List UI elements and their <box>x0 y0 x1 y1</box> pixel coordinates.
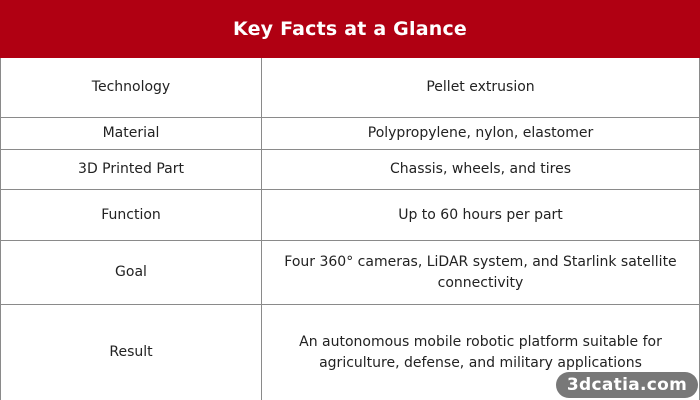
row-value: Chassis, wheels, and tires <box>389 161 572 177</box>
row-label: Function <box>1 190 262 240</box>
table-title: Key Facts at a Glance <box>233 18 467 40</box>
row-label: Material <box>1 118 262 149</box>
table-row-technology <box>1 58 699 118</box>
watermark <box>556 372 698 398</box>
table-row-goal <box>1 241 699 305</box>
row-value: Polypropylene, nylon, elastomer <box>367 125 594 141</box>
table-row-printed-part <box>1 150 699 190</box>
table-header <box>0 0 700 58</box>
row-label: 3D Printed Part <box>1 150 262 189</box>
table-row-material <box>1 118 699 150</box>
row-value: Up to 60 hours per part <box>398 206 563 223</box>
row-value: An autonomous mobile robotic platform suitable for agriculture, defense, and military applications <box>299 333 662 371</box>
row-value: Four 360° cameras, LiDAR system, and Starlink satellite connectivity <box>284 253 677 291</box>
table-row-function <box>1 190 699 241</box>
row-label: Technology <box>1 58 262 117</box>
row-label: Result <box>1 305 262 400</box>
row-value: Pellet extrusion <box>426 79 535 95</box>
facts-table <box>0 58 700 400</box>
watermark-text: 3dcatia.com <box>566 375 688 395</box>
row-label: Goal <box>1 241 262 304</box>
